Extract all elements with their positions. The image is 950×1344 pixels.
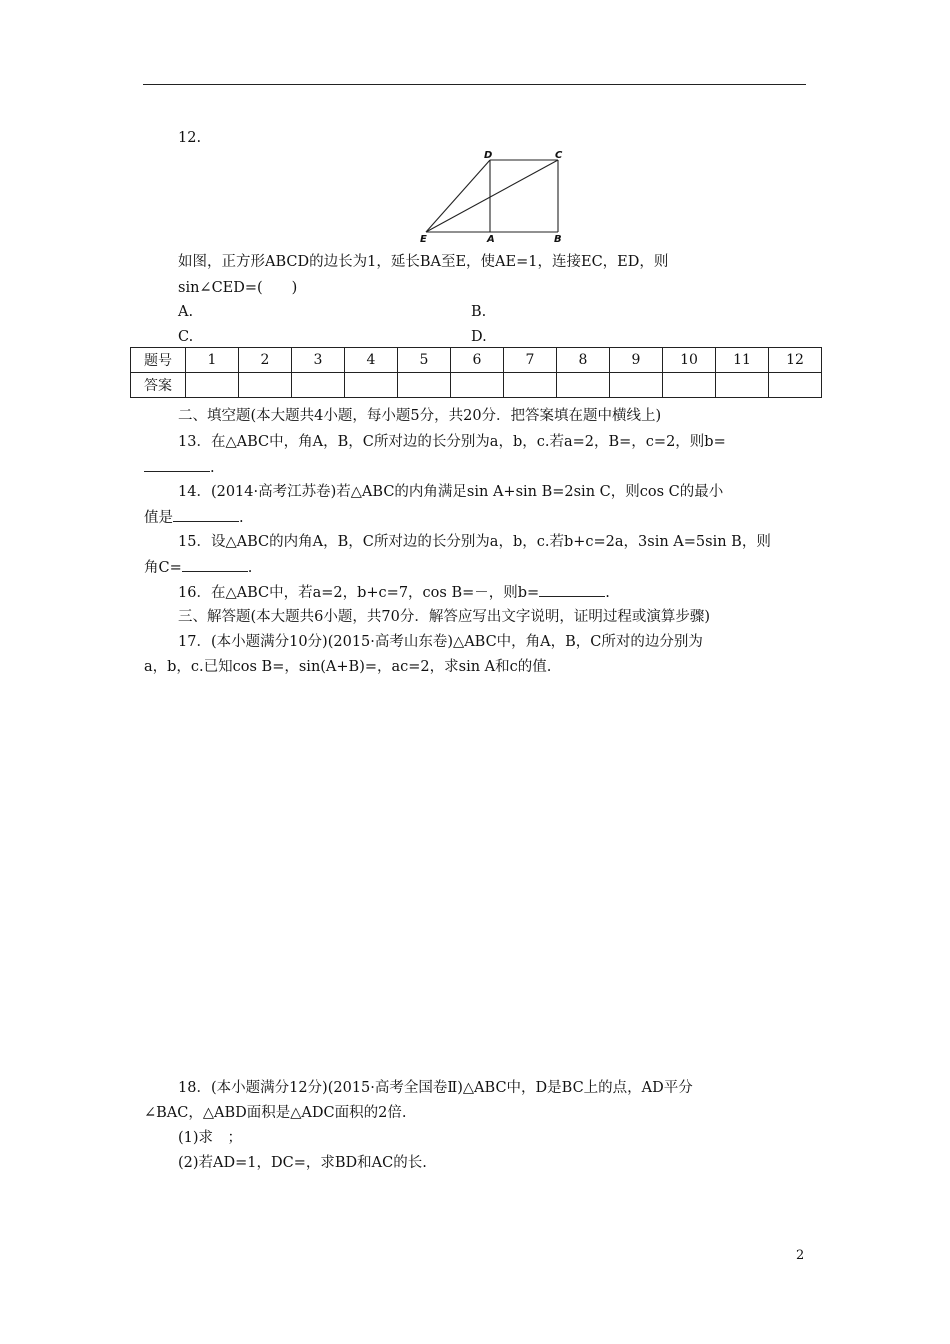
question-17-text: 17．(本小题满分10分)(2015·高考山东卷)△ABC中，角A，B，C所对的边分别为 [178, 634, 703, 650]
question-15-line-2: 角C= . [144, 557, 252, 578]
table-cell: 6 [451, 348, 504, 373]
table-cell: 4 [345, 348, 398, 373]
question-12-text: 如图，正方形ABCD的边长为1，延长BA至E，使AE=1，连接EC，ED，则 [178, 254, 669, 270]
table-cell: 12 [769, 348, 822, 373]
question-13-line-2: . [144, 457, 215, 478]
table-cell: 2 [239, 348, 292, 373]
answer-cell[interactable] [769, 373, 822, 398]
answer-cell[interactable] [451, 373, 504, 398]
question-14-line-2: 值是 . [144, 507, 244, 528]
table-cell: 11 [716, 348, 769, 373]
answer-cell[interactable] [186, 373, 239, 398]
answer-blank[interactable] [144, 457, 210, 472]
page-number: 2 [796, 1248, 805, 1263]
answer-table [130, 347, 822, 398]
answer-blank[interactable] [173, 507, 239, 522]
question-16-text: 16．在△ABC中，若a=2，b+c=7，cos B=－，则b= . [178, 582, 610, 603]
section-2-title: 二、填空题(本大题共4小题，每小题5分，共20分．把答案填在题中横线上) [178, 408, 662, 424]
answer-cell[interactable] [292, 373, 345, 398]
label-d: D [484, 150, 493, 161]
question-17-text-2: a，b，c.已知cos B=，sin(A+B)=，ac=2，求sin A和c的值. [144, 659, 552, 675]
table-cell: 8 [557, 348, 610, 373]
answer-cell[interactable] [239, 373, 292, 398]
segment-ed [426, 160, 490, 232]
table-cell: 9 [610, 348, 663, 373]
question-12-text-2: sin∠CED=( ) [178, 280, 298, 296]
answer-cell[interactable] [345, 373, 398, 398]
question-18-part-2: (2)若AD=1，DC=，求BD和AC的长. [178, 1155, 427, 1171]
answer-cell[interactable] [557, 373, 610, 398]
square-figure [418, 148, 578, 244]
question-14-text: 14．(2014·高考江苏卷)若△ABC的内角满足sin A+sin B=2sin C，则cos C的最小 [178, 484, 724, 500]
option-c: C. [178, 329, 194, 345]
question-18-text-2: ∠BAC，△ABD面积是△ADC面积的2倍. [144, 1105, 407, 1121]
answer-cell[interactable] [663, 373, 716, 398]
label-c: C [555, 150, 563, 161]
section-3-title: 三、解答题(本大题共6小题，共70分．解答应写出文字说明，证明过程或演算步骤) [178, 609, 710, 625]
table-cell: 5 [398, 348, 451, 373]
answer-cell[interactable] [398, 373, 451, 398]
question-13-text: 13．在△ABC中，角A，B，C所对边的长分别为a，b，c.若a=2，B=，c=2，则b= [178, 434, 726, 450]
option-b: B. [471, 304, 487, 320]
header-rule [143, 84, 806, 85]
table-cell: 10 [663, 348, 716, 373]
answer-cell[interactable] [610, 373, 663, 398]
segment-ec [426, 160, 558, 232]
question-12-number: 12. [178, 130, 202, 146]
label-a: A [487, 234, 495, 244]
answer-label: 答案 [131, 373, 186, 398]
answer-cell[interactable] [504, 373, 557, 398]
option-d: D. [471, 329, 487, 345]
header-label: 题号 [131, 348, 186, 373]
table-cell: 3 [292, 348, 345, 373]
table-row-answers [131, 373, 822, 398]
table-row-numbers [131, 348, 822, 373]
label-e: E [420, 234, 427, 244]
table-cell: 7 [504, 348, 557, 373]
option-a: A. [178, 304, 194, 320]
table-cell: 1 [186, 348, 239, 373]
answer-blank[interactable] [539, 582, 605, 597]
question-18-text: 18．(本小题满分12分)(2015·高考全国卷Ⅱ)△ABC中，D是BC上的点，AD平分 [178, 1080, 693, 1096]
question-18-part-1: (1)求 ； [178, 1130, 243, 1146]
label-b: B [554, 234, 562, 244]
question-15-text: 15．设△ABC的内角A，B，C所对边的长分别为a，b，c.若b+c=2a，3sin A=5sin B，则 [178, 534, 771, 550]
answer-cell[interactable] [716, 373, 769, 398]
answer-blank[interactable] [182, 557, 248, 572]
